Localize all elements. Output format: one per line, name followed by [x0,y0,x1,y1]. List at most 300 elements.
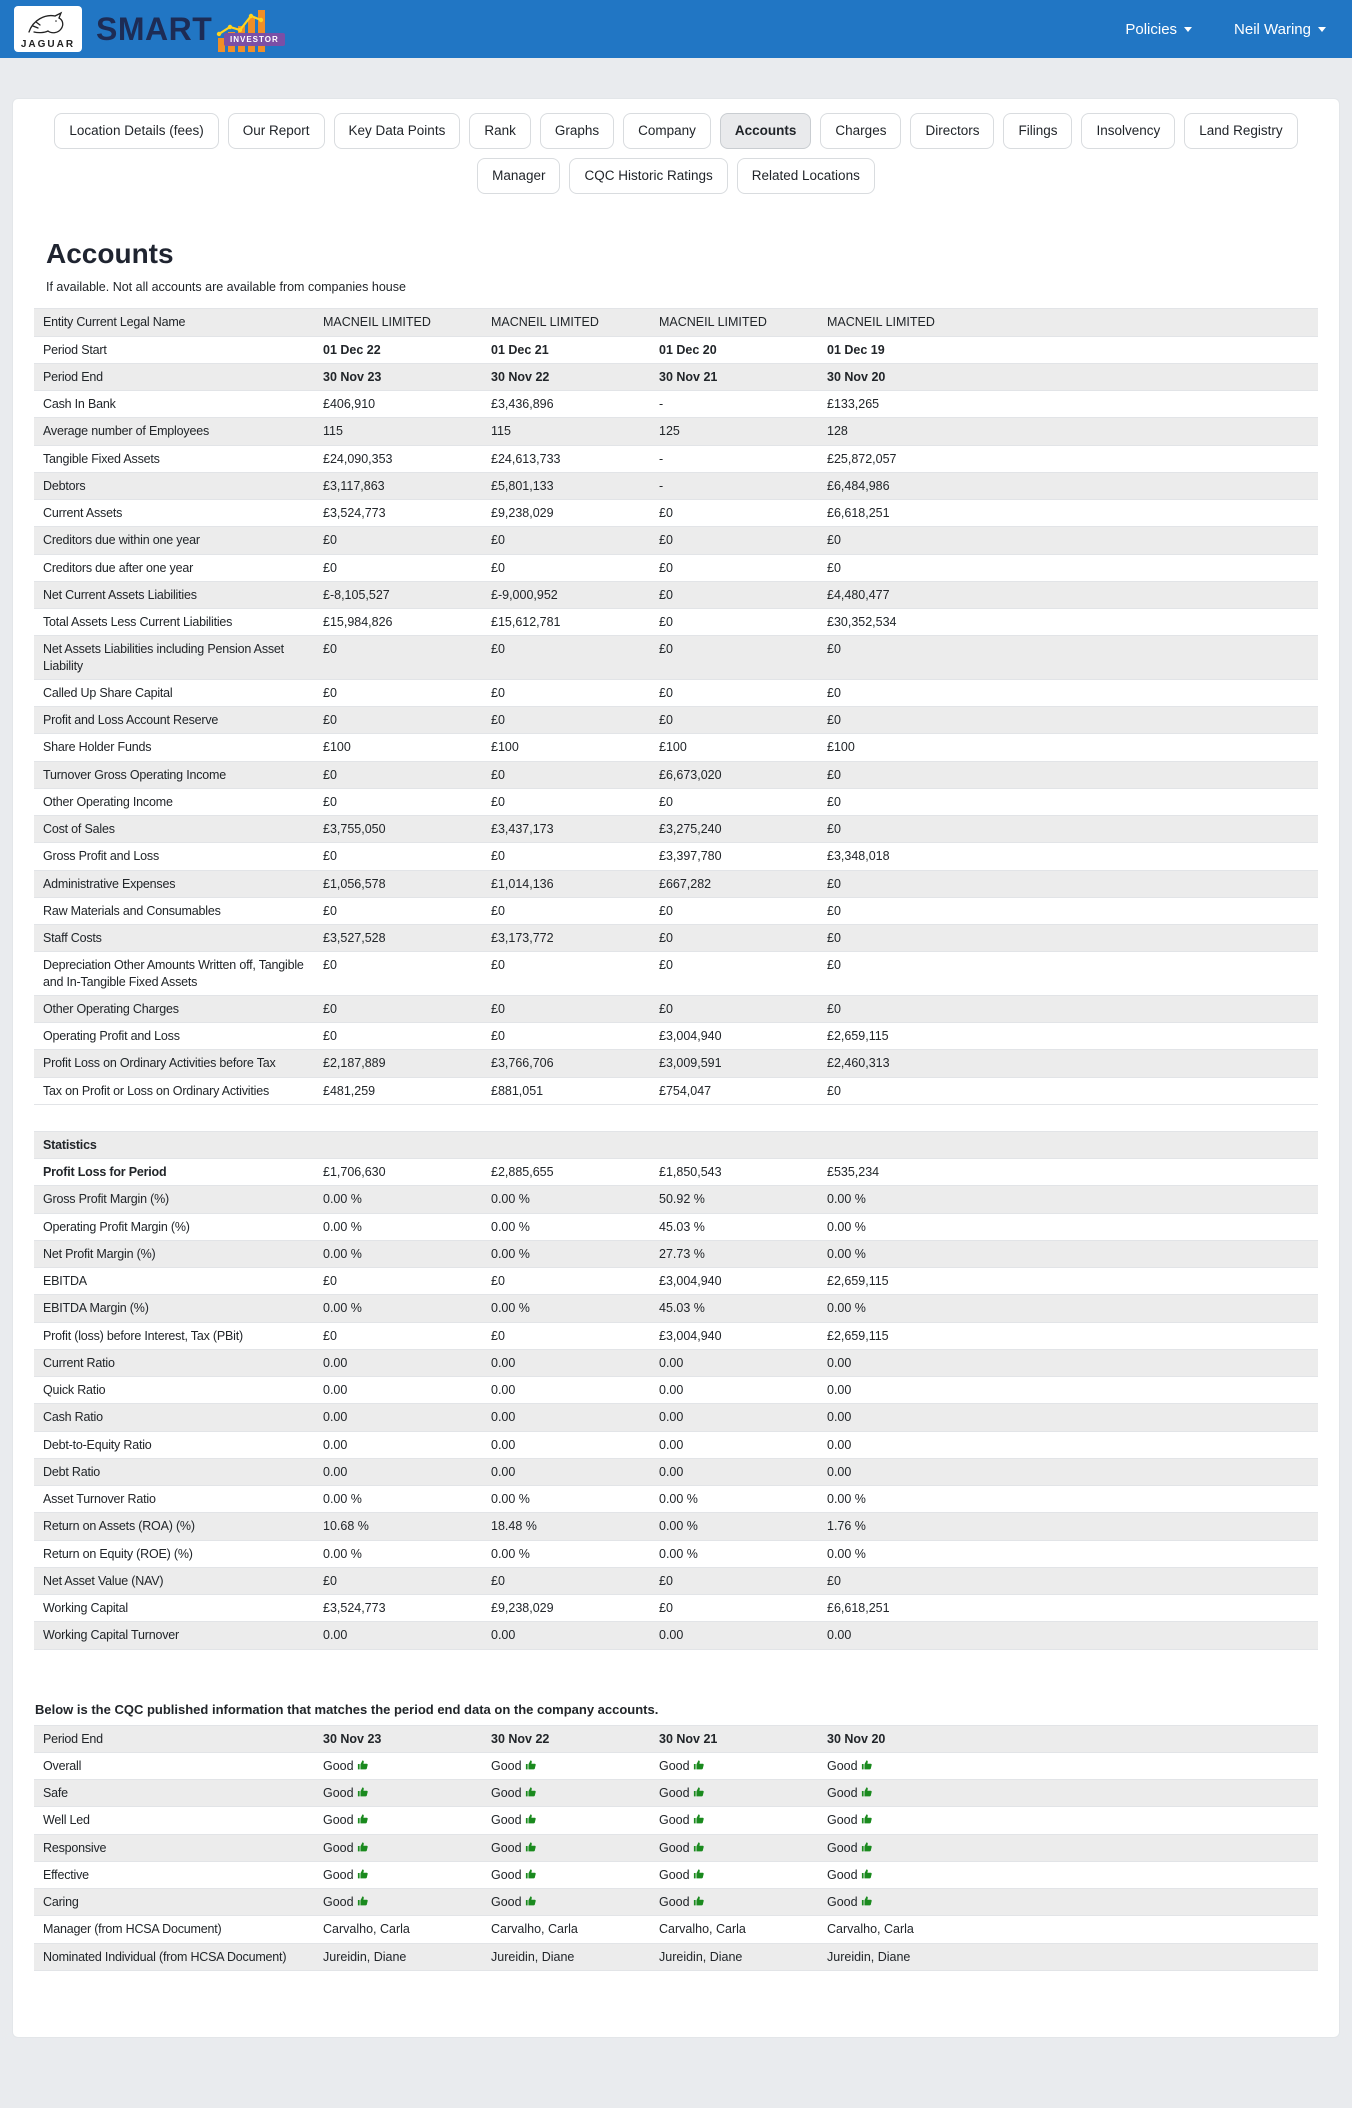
tab-charges[interactable]: Charges [820,113,901,149]
table-row [34,1861,1318,1888]
cqc-table [34,1725,1318,1971]
rating-text: Good [491,1840,522,1855]
table-row [34,445,1318,472]
row-value: £0 [314,761,482,788]
rating-text: Good [491,1758,522,1773]
row-value: £3,437,173 [482,816,650,843]
row-label: Creditors due after one year [34,554,314,581]
row-value: 0.00 % [314,1240,482,1267]
row-label: Gross Profit Margin (%) [34,1186,314,1213]
row-value: £0 [818,527,1318,554]
row-value: 0.00 % [650,1486,818,1513]
row-value: £0 [314,1322,482,1349]
table-row [34,1268,1318,1295]
row-value: 01 Dec 22 [314,336,482,363]
row-value: £0 [650,581,818,608]
row-value: £0 [482,843,650,870]
tab-related-locations[interactable]: Related Locations [737,158,875,194]
row-value: 30 Nov 20 [818,363,1318,390]
thumbs-up-icon [357,1759,369,1771]
policies-label: Policies [1125,20,1178,38]
row-value: £100 [650,734,818,761]
table-row [34,1567,1318,1594]
row-value: £100 [482,734,650,761]
row-value: £881,051 [482,1077,650,1104]
row-value: 0.00 % [482,1213,650,1240]
row-label: Tax on Profit or Loss on Ordinary Activities [34,1077,314,1104]
investor-badge: INVESTOR [224,33,285,46]
row-value [482,1889,650,1916]
row-value: 0.00 [314,1622,482,1649]
row-value: £5,801,133 [482,472,650,499]
row-value: £3,173,772 [482,925,650,952]
table-row [34,761,1318,788]
row-value: £0 [314,1268,482,1295]
row-value: £15,984,826 [314,609,482,636]
thumbs-up-icon [861,1759,873,1771]
row-label: Net Current Assets Liabilities [34,581,314,608]
rating-text: Good [491,1786,522,1801]
row-value: 10.68 % [314,1513,482,1540]
table-row [34,554,1318,581]
row-label: Staff Costs [34,925,314,952]
row-value: 0.00 % [818,1213,1318,1240]
smart-investor-logo [96,6,279,52]
row-value: £0 [482,636,650,680]
table-row [34,500,1318,527]
tabs-row-2 [34,158,1318,194]
row-value: Jureidin, Diane [314,1943,482,1970]
row-value: £3,524,773 [314,500,482,527]
row-value: 0.00 [482,1622,650,1649]
row-value: Carvalho, Carla [314,1916,482,1943]
row-value: £0 [650,952,818,996]
row-value: £2,885,655 [482,1159,650,1186]
row-value: 0.00 [314,1377,482,1404]
row-label: Current Ratio [34,1349,314,1376]
row-value: MACNEIL LIMITED [650,309,818,336]
section-title: Statistics [34,1131,1318,1158]
row-value: 0.00 % [482,1540,650,1567]
row-value: £9,238,029 [482,500,650,527]
row-value: £0 [482,995,650,1022]
row-label: Profit and Loss Account Reserve [34,707,314,734]
row-value: 0.00 % [818,1240,1318,1267]
thumbs-up-icon [693,1813,705,1825]
row-label: Asset Turnover Ratio [34,1486,314,1513]
table-row [34,527,1318,554]
row-label: Cash Ratio [34,1404,314,1431]
row-value: £3,275,240 [650,816,818,843]
table-row [34,336,1318,363]
tab-manager[interactable]: Manager [477,158,560,194]
row-label: Period End [34,363,314,390]
row-value: 0.00 % [818,1540,1318,1567]
row-value [818,1889,1318,1916]
row-value: £481,259 [314,1077,482,1104]
thumbs-up-icon [693,1868,705,1880]
row-value: £100 [818,734,1318,761]
table-row [34,1752,1318,1779]
row-value: 45.03 % [650,1295,818,1322]
row-value [314,1752,482,1779]
row-value: £1,850,543 [650,1159,818,1186]
row-value [650,1889,818,1916]
row-value: £535,234 [818,1159,1318,1186]
row-value: £0 [314,707,482,734]
row-value: £0 [818,788,1318,815]
row-value: Jureidin, Diane [650,1943,818,1970]
tab-cqc-historic-ratings[interactable]: CQC Historic Ratings [569,158,727,194]
row-value: 0.00 [482,1349,650,1376]
row-value: 0.00 % [314,1486,482,1513]
row-value [314,1889,482,1916]
rating-text: Good [323,1758,354,1773]
row-value: £6,673,020 [650,761,818,788]
row-value [818,1807,1318,1834]
row-value: 30 Nov 23 [314,1725,482,1752]
accounts-table [34,308,1318,1105]
table-row [34,1349,1318,1376]
row-value: £0 [818,679,1318,706]
rating-text: Good [827,1895,858,1910]
row-value [482,1807,650,1834]
table-row [34,1023,1318,1050]
table-row [34,1050,1318,1077]
tab-key-data-points[interactable]: Key Data Points [334,113,461,149]
tab-graphs[interactable]: Graphs [540,113,614,149]
row-value: 30 Nov 21 [650,363,818,390]
row-value: 115 [314,418,482,445]
row-value: £100 [314,734,482,761]
table-row [34,707,1318,734]
row-label: Net Asset Value (NAV) [34,1567,314,1594]
row-value: £0 [818,554,1318,581]
row-value: 30 Nov 20 [818,1725,1318,1752]
row-value: £0 [818,870,1318,897]
row-value: £0 [314,527,482,554]
row-value: 30 Nov 22 [482,1725,650,1752]
table-row [34,897,1318,924]
row-value: £4,480,477 [818,581,1318,608]
user-dropdown[interactable] [1234,21,1326,38]
row-value: £24,613,733 [482,445,650,472]
row-label: Debt Ratio [34,1458,314,1485]
brand-logo[interactable] [14,6,279,52]
rating-text: Good [491,1867,522,1882]
table-row [34,1431,1318,1458]
row-value [818,1861,1318,1888]
row-value: £0 [650,995,818,1022]
thumbs-up-icon [693,1759,705,1771]
row-value: £6,484,986 [818,472,1318,499]
thumbs-up-icon [861,1786,873,1798]
row-value: £0 [482,788,650,815]
row-value: £0 [650,636,818,680]
row-value: - [650,445,818,472]
row-value [314,1807,482,1834]
tabs-row-1 [34,113,1318,149]
row-value: £0 [482,761,650,788]
row-label: Return on Assets (ROA) (%) [34,1513,314,1540]
row-label: Operating Profit and Loss [34,1023,314,1050]
row-value: 125 [650,418,818,445]
row-value: £754,047 [650,1077,818,1104]
row-value: Carvalho, Carla [482,1916,650,1943]
row-value: 0.00 [482,1404,650,1431]
tab-insolvency[interactable]: Insolvency [1081,113,1175,149]
row-label: Creditors due within one year [34,527,314,554]
row-label: Working Capital [34,1595,314,1622]
row-value: £0 [314,1023,482,1050]
row-value: 0.00 [314,1431,482,1458]
row-value: £0 [482,1567,650,1594]
row-value: Carvalho, Carla [650,1916,818,1943]
table-row [34,418,1318,445]
row-value: £2,659,115 [818,1023,1318,1050]
row-value: 01 Dec 21 [482,336,650,363]
row-value: 0.00 % [650,1513,818,1540]
row-value [482,1861,650,1888]
page-footer-space [0,2078,1352,2080]
row-value: £2,187,889 [314,1050,482,1077]
table-row [34,636,1318,680]
rating-text: Good [659,1786,690,1801]
thumbs-up-icon [525,1759,537,1771]
row-label: Quick Ratio [34,1377,314,1404]
row-value: 0.00 % [314,1540,482,1567]
row-label: Well Led [34,1807,314,1834]
table-row [34,1916,1318,1943]
table-row [34,1159,1318,1186]
row-value: £30,352,534 [818,609,1318,636]
row-value [818,1780,1318,1807]
row-label: Tangible Fixed Assets [34,445,314,472]
policies-dropdown[interactable] [1125,21,1192,38]
table-row [34,1186,1318,1213]
row-value: 0.00 % [818,1486,1318,1513]
row-label: Period Start [34,336,314,363]
row-label: Profit Loss for Period [34,1159,314,1186]
row-value: £3,436,896 [482,391,650,418]
tab-filings[interactable]: Filings [1003,113,1072,149]
rating-text: Good [491,1895,522,1910]
thumbs-up-icon [861,1841,873,1853]
row-value [650,1752,818,1779]
table-row [34,1807,1318,1834]
page-title: Accounts [46,238,174,270]
row-value: £0 [818,1567,1318,1594]
table-row [34,995,1318,1022]
row-label: Operating Profit Margin (%) [34,1213,314,1240]
row-value: £0 [314,554,482,581]
row-label: Profit (loss) before Interest, Tax (PBit) [34,1322,314,1349]
row-value: £0 [314,1567,482,1594]
row-value: £-9,000,952 [482,581,650,608]
row-value: £1,014,136 [482,870,650,897]
row-value: £667,282 [650,870,818,897]
thumbs-up-icon [525,1895,537,1907]
row-value: £0 [818,636,1318,680]
row-value: 30 Nov 23 [314,363,482,390]
table-row [34,1240,1318,1267]
row-value: 0.00 [818,1622,1318,1649]
table-row [34,734,1318,761]
row-value [314,1834,482,1861]
row-value: £0 [482,679,650,706]
rating-text: Good [659,1813,690,1828]
row-label: Debt-to-Equity Ratio [34,1431,314,1458]
table-row [34,1377,1318,1404]
row-value: £0 [818,816,1318,843]
row-value: £0 [314,843,482,870]
table-row [34,1513,1318,1540]
row-label: Administrative Expenses [34,870,314,897]
row-value: 0.00 [818,1377,1318,1404]
row-value: 0.00 % [314,1295,482,1322]
table-row [34,816,1318,843]
row-value: Jureidin, Diane [482,1943,650,1970]
top-navbar [0,0,1352,58]
row-value: Carvalho, Carla [818,1916,1318,1943]
row-label: Manager (from HCSA Document) [34,1916,314,1943]
table-row [34,1780,1318,1807]
table-row [34,1077,1318,1104]
tab-location-details-fees-[interactable]: Location Details (fees) [54,113,218,149]
row-value: 0.00 [818,1349,1318,1376]
row-value: £0 [818,925,1318,952]
row-label: Raw Materials and Consumables [34,897,314,924]
row-label: Net Profit Margin (%) [34,1240,314,1267]
tab-land-registry[interactable]: Land Registry [1184,113,1297,149]
row-label: Debtors [34,472,314,499]
row-label: Depreciation Other Amounts Written off, Tangible and In-Tangible Fixed Assets [34,952,314,996]
row-value: £0 [818,952,1318,996]
rating-text: Good [323,1895,354,1910]
row-value: £0 [482,554,650,581]
row-label: Total Assets Less Current Liabilities [34,609,314,636]
row-value: £0 [650,527,818,554]
table-row [34,363,1318,390]
row-value: 0.00 % [314,1186,482,1213]
row-value [650,1780,818,1807]
row-value: Jureidin, Diane [818,1943,1318,1970]
row-value: £15,612,781 [482,609,650,636]
row-value: 01 Dec 20 [650,336,818,363]
row-value: 0.00 [650,1458,818,1485]
row-value [482,1834,650,1861]
row-value: £3,004,940 [650,1322,818,1349]
row-value: 0.00 % [650,1540,818,1567]
row-value: £3,527,528 [314,925,482,952]
table-row [34,1834,1318,1861]
rating-text: Good [659,1758,690,1773]
thumbs-up-icon [525,1813,537,1825]
table-row [34,925,1318,952]
row-value: 50.92 % [650,1186,818,1213]
tab-our-report[interactable]: Our Report [228,113,325,149]
row-label: Gross Profit and Loss [34,843,314,870]
row-value: £2,460,313 [818,1050,1318,1077]
row-value: £3,004,940 [650,1023,818,1050]
row-value: £0 [482,1023,650,1050]
row-label: Return on Equity (ROE) (%) [34,1540,314,1567]
jaguar-logo [14,6,82,52]
row-value: £0 [482,897,650,924]
row-label: Cash In Bank [34,391,314,418]
thumbs-up-icon [693,1841,705,1853]
row-value: 0.00 [818,1458,1318,1485]
table-row [34,1622,1318,1649]
row-value: £0 [482,1268,650,1295]
row-label: Cost of Sales [34,816,314,843]
table-row [34,1213,1318,1240]
row-value: £0 [818,707,1318,734]
table-row [34,1725,1318,1752]
tab-company[interactable]: Company [623,113,711,149]
row-value: £1,056,578 [314,870,482,897]
tab-rank[interactable]: Rank [469,113,531,149]
row-value: £0 [818,1077,1318,1104]
row-value: 45.03 % [650,1213,818,1240]
row-label: Effective [34,1861,314,1888]
rating-text: Good [827,1840,858,1855]
row-label: Other Operating Income [34,788,314,815]
row-label: Entity Current Legal Name [34,309,314,336]
row-value: £3,009,591 [650,1050,818,1077]
row-value [650,1807,818,1834]
table-row [34,843,1318,870]
row-value: 0.00 % [482,1186,650,1213]
table-row [34,391,1318,418]
cqc-intro-text: Below is the CQC published information that matches the period end data on the company accounts. [35,1701,659,1717]
row-value: 0.00 [818,1404,1318,1431]
caret-down-icon [1184,27,1192,32]
row-value: 0.00 [314,1404,482,1431]
rating-text: Good [827,1867,858,1882]
tab-accounts[interactable]: Accounts [720,113,812,149]
rating-text: Good [827,1813,858,1828]
thumbs-up-icon [693,1895,705,1907]
row-value: £0 [650,679,818,706]
row-value: £0 [482,527,650,554]
row-label: Called Up Share Capital [34,679,314,706]
table-row [34,1540,1318,1567]
rating-text: Good [323,1813,354,1828]
row-label: EBITDA Margin (%) [34,1295,314,1322]
page-subtitle: If available. Not all accounts are available from companies house [46,280,406,295]
tab-directors[interactable]: Directors [910,113,994,149]
smart-logo-text: SMART [96,11,213,47]
table-row [34,679,1318,706]
row-value: 27.73 % [650,1240,818,1267]
row-value: £0 [314,952,482,996]
row-value: - [650,472,818,499]
row-value: £0 [650,1595,818,1622]
row-label: Average number of Employees [34,418,314,445]
rating-text: Good [323,1867,354,1882]
row-value: 01 Dec 19 [818,336,1318,363]
row-value: 0.00 % [314,1213,482,1240]
row-value: 0.00 [818,1431,1318,1458]
row-value: £3,755,050 [314,816,482,843]
row-value: £406,910 [314,391,482,418]
navbar-right [1125,21,1326,38]
table-row [34,1458,1318,1485]
table-row [34,1943,1318,1970]
row-value: £0 [314,897,482,924]
caret-down-icon [1318,27,1326,32]
